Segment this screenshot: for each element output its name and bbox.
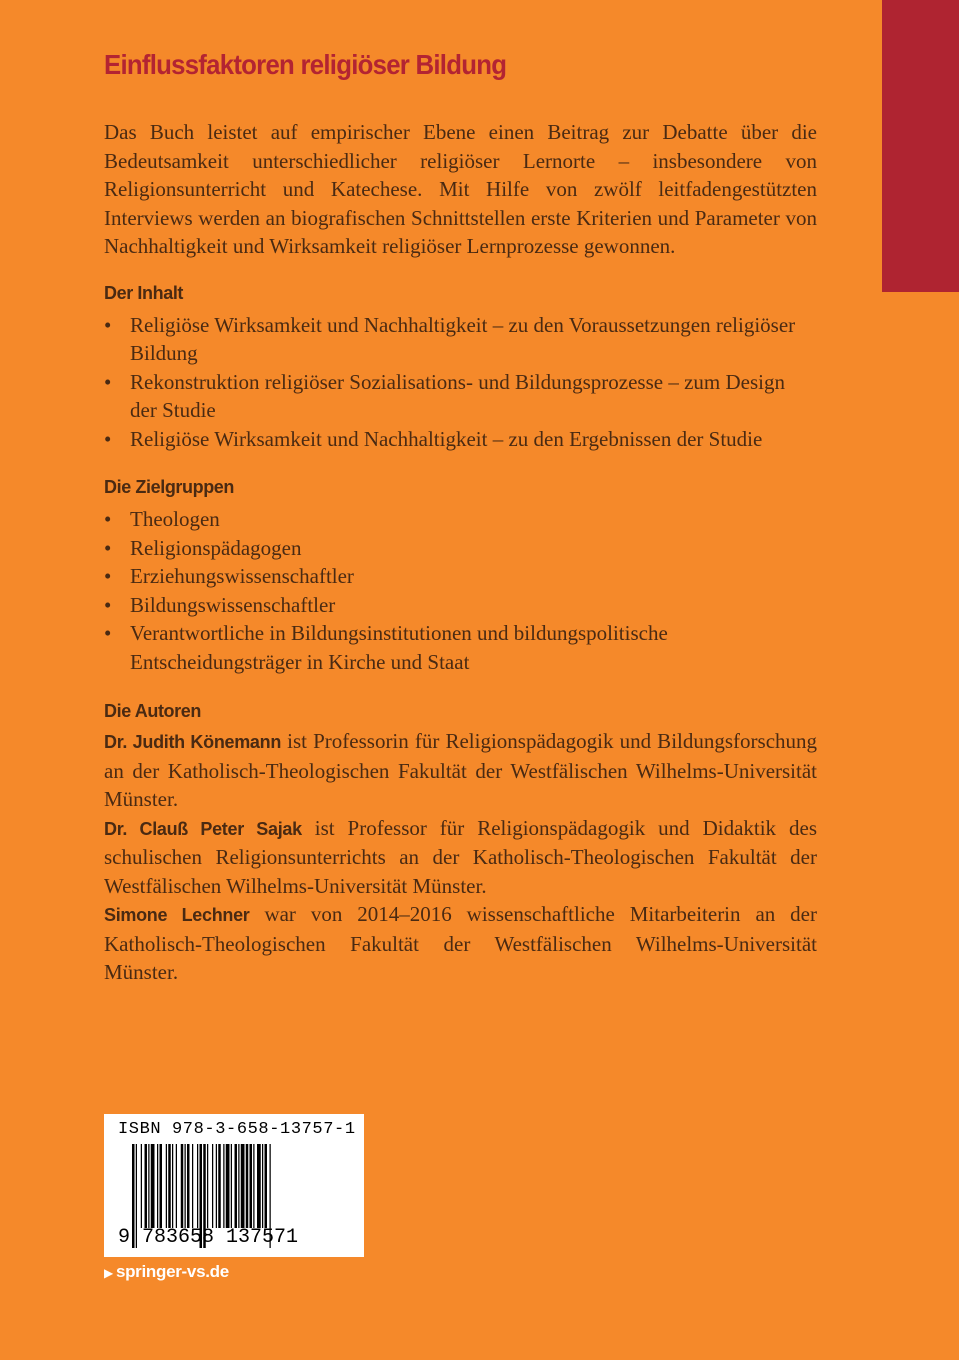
bullet-icon: • [104,535,112,560]
authors-heading: Die Autoren [104,701,201,721]
author-name: Dr. Judith Könemann [104,732,282,752]
bullet-icon: • [104,312,112,337]
intro-paragraph: Das Buch leistet auf empirischer Ebene einen Beitrag zur Debatte über die Bedeutsamkeit unterschiedlicher religiöser Lernorte – insbesondere von Religionsunterricht und Katechese. Mit Hilfe von zwölf leitfadengestützten Interviews werden an biografischen Schnittstellen erste Kriterien und Parameter von Nachhaltigkeit und Wirksamkeit religiöser Lernprozesse gewonnen. [104,120,817,258]
list-item: • Religiöse Wirksamkeit und Nachhaltigkeit – zu den Ergebnissen der Studie [104,425,817,454]
authors-block [104,727,817,987]
author-bio: Dr. Judith Könemann ist Professorin für Religionspädagogik und Bildungsforschung an der Katholisch-Theologischen Fakultät der Westfälischen Wilhelms-Universität Münster. [104,729,818,811]
list-item: • Verantwortliche in Bildungsinstitutionen und bildungspolitische Entscheidungsträger in Kirche und Staat [104,621,668,674]
bullet-icon: • [104,564,112,588]
list-item: • Bildungswissenschaftler [104,591,817,620]
list-item: • Erziehungswissenschaftler [104,562,817,591]
bullet-icon: • [104,426,112,451]
bullet-icon: • [104,592,112,617]
list-item: • Rekonstruktion religiöser Sozialisations- und Bildungsprozesse – zum Design der Studie [104,369,785,422]
content-heading: Der Inhalt [104,282,184,303]
book-title: Einflussfaktoren religiöser Bildung [104,49,507,80]
author-bio: Simone Lechner war von 2014–2016 wissenschaftliche Mitarbeiterin an der Katholisch-Theologischen Fakultät der Westfälischen Wilhelms-Universität Münster. [104,902,817,984]
list-item: • Theologen [104,505,817,534]
bullet-icon: • [104,621,112,645]
content-list [104,311,817,454]
publisher-link[interactable] [104,1262,229,1282]
isbn-label: ISBN 978-3-658-13757-1 [118,1120,356,1139]
isbn-barcode-box [104,1114,364,1257]
red-corner-tab [882,0,959,292]
audience-heading: Die Zielgruppen [104,477,235,497]
list-item: • Religiöse Wirksamkeit und Nachhaltigkeit – zu den Voraussetzungen religiöser Bildung [104,312,796,365]
list-item: • Religionspädagogen [104,534,817,563]
author-name: Dr. Clauß Peter Sajak [104,818,302,839]
publisher-url: springer-vs.de [115,1262,229,1281]
back-cover-content [104,40,817,987]
play-arrow-icon: ▶ [104,1266,113,1280]
author-name: Simone Lechner [104,905,250,925]
barcode-digits: 9 783658 137571 [118,1226,299,1249]
bullet-icon: • [104,369,112,394]
audience-list [104,505,817,676]
author-bio: Dr. Clauß Peter Sajak ist Professor für Religionspädagogik und Didaktik des schulischen Religionsunterrichts an der Katholisch-Theologischen Fakultät der Westfälischen Wilhelms-Universität Münster. [104,815,817,898]
bullet-icon: • [104,507,112,531]
